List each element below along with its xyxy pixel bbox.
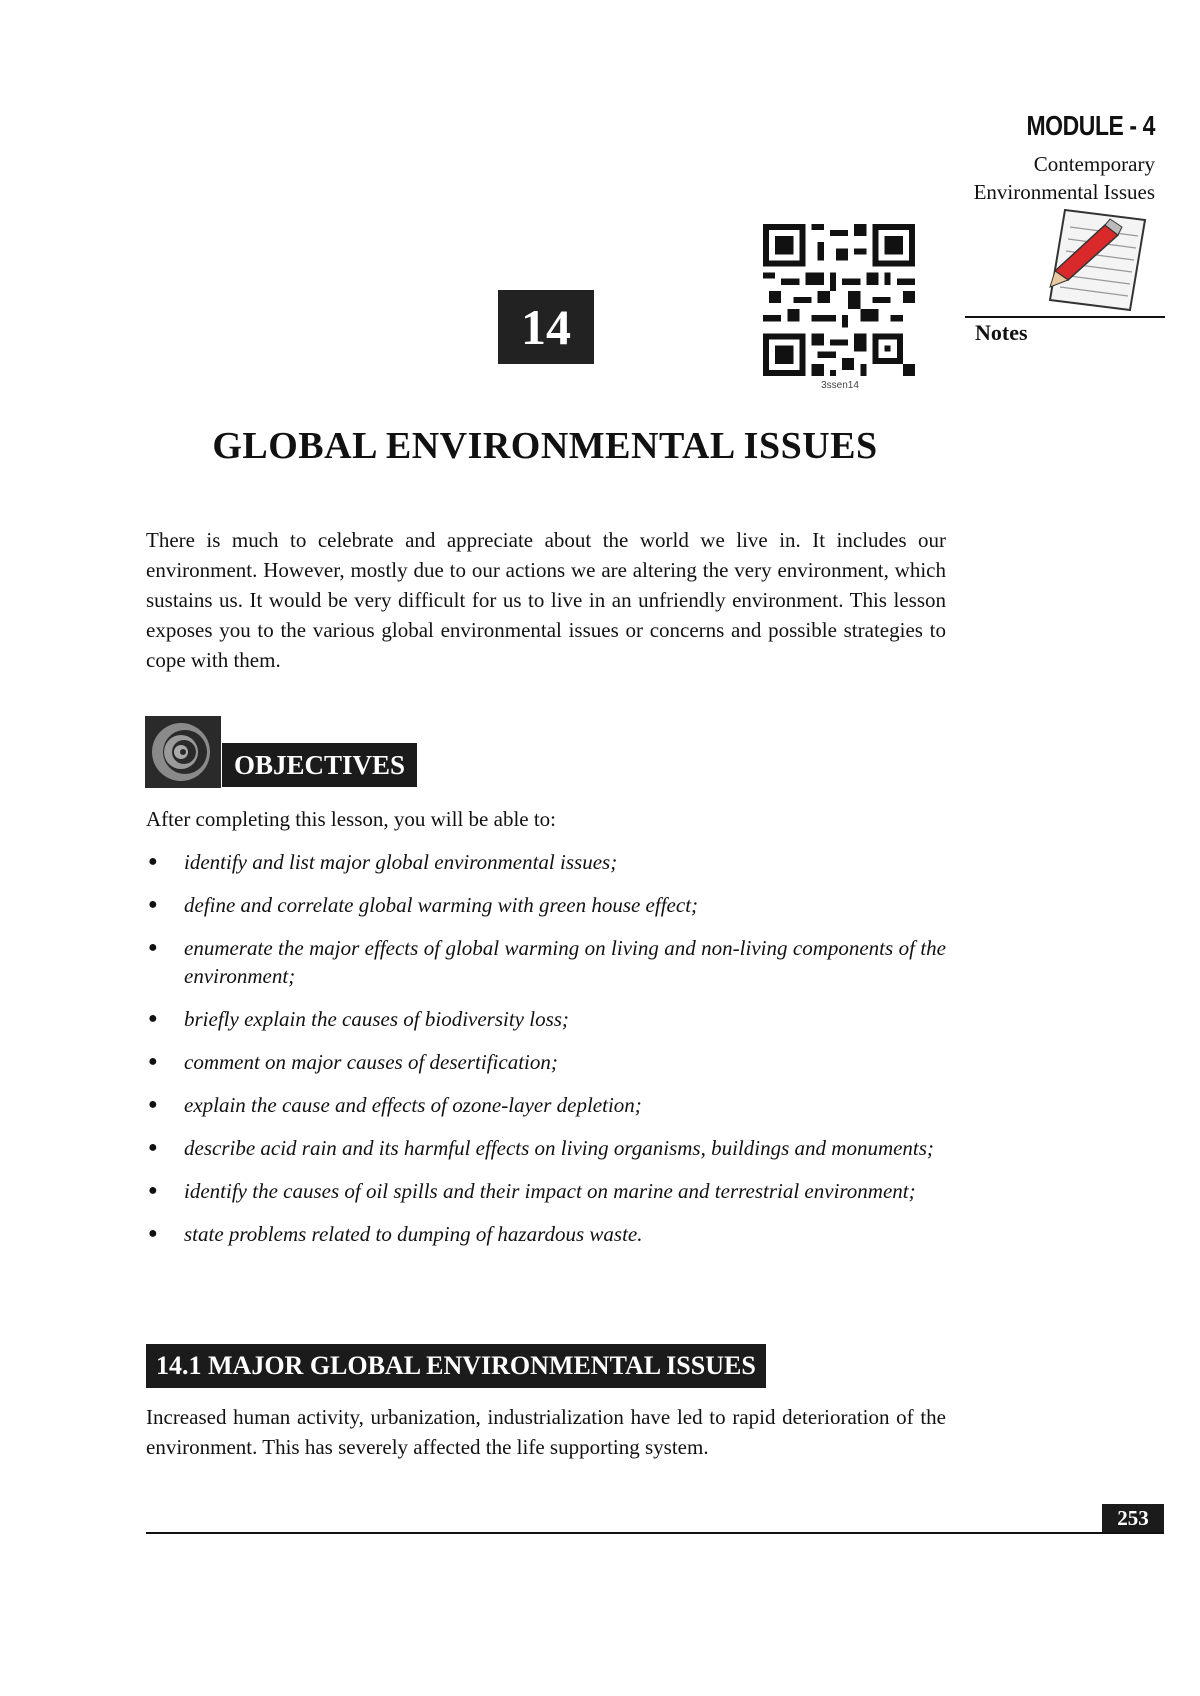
bullet-icon: ● (148, 896, 158, 913)
list-item (146, 1220, 946, 1248)
list-item (146, 891, 946, 919)
bullet-icon: ● (148, 1096, 158, 1113)
bullet-icon: ● (148, 1010, 158, 1027)
list-item (146, 934, 946, 990)
intro-paragraph: There is much to celebrate and appreciate about the world we live in. It includes our environment. However, mostly due to our actions we are altering the very environment, which sustains us. It would be very difficult for us to live in an unfriendly environment. This lesson exposes you to the various global environmental issues or concerns and possible strategies to cope with them. (146, 528, 946, 672)
bullet-icon: ● (148, 853, 158, 870)
notepad-pencil-icon (1010, 205, 1160, 325)
bullet-icon: ● (148, 1225, 158, 1242)
objective-text: comment on major causes of desertification; (184, 1050, 558, 1074)
objectives-label: OBJECTIVES (222, 743, 417, 787)
list-item (146, 1005, 946, 1033)
qr-code-icon (763, 224, 915, 376)
module-subtitle-line1: Contemporary (1033, 152, 1155, 176)
module-subtitle-line2: Environmental Issues (973, 180, 1155, 204)
module-title: MODULE - 4 (1026, 110, 1155, 141)
objective-text: briefly explain the causes of biodiversity loss; (184, 1007, 569, 1031)
objective-text: explain the cause and effects of ozone-layer depletion; (184, 1093, 642, 1117)
target-rings-icon (145, 716, 221, 788)
section-heading: 14.1 MAJOR GLOBAL ENVIRONMENTAL ISSUES (146, 1344, 766, 1388)
objectives-list (146, 848, 946, 1263)
footer-divider (146, 1532, 1164, 1534)
chapter-title: GLOBAL ENVIRONMENTAL ISSUES (212, 425, 878, 467)
notes-label: Notes (975, 320, 1028, 345)
objectives-intro: After completing this lesson, you will be able to: (146, 807, 557, 831)
bullet-icon: ● (148, 939, 158, 956)
objective-text: describe acid rain and its harmful effects on living organisms, buildings and monuments; (184, 1136, 934, 1160)
bullet-icon: ● (148, 1139, 158, 1156)
chapter-number: 14 (498, 290, 594, 364)
notes-divider (965, 316, 1165, 318)
module-subtitle (960, 150, 1155, 206)
list-item (146, 1091, 946, 1119)
objective-text: define and correlate global warming with green house effect; (184, 893, 699, 917)
objective-text: enumerate the major effects of global warming on living and non-living components of the environment; (184, 936, 946, 988)
qr-caption: 3ssen14 (821, 380, 859, 391)
list-item (146, 1134, 946, 1162)
objective-text: identify the causes of oil spills and their impact on marine and terrestrial environment; (184, 1179, 916, 1203)
objective-text: state problems related to dumping of hazardous waste. (184, 1222, 643, 1246)
bullet-icon: ● (148, 1182, 158, 1199)
page-number: 253 (1102, 1504, 1164, 1532)
section-paragraph: Increased human activity, urbanization, industrialization have led to rapid deterioration of the environment. This has severely affected the life supporting system. (146, 1405, 946, 1459)
list-item (146, 1177, 946, 1205)
bullet-icon: ● (148, 1053, 158, 1070)
objective-text: identify and list major global environmental issues; (184, 850, 618, 874)
list-item (146, 1048, 946, 1076)
list-item (146, 848, 946, 876)
